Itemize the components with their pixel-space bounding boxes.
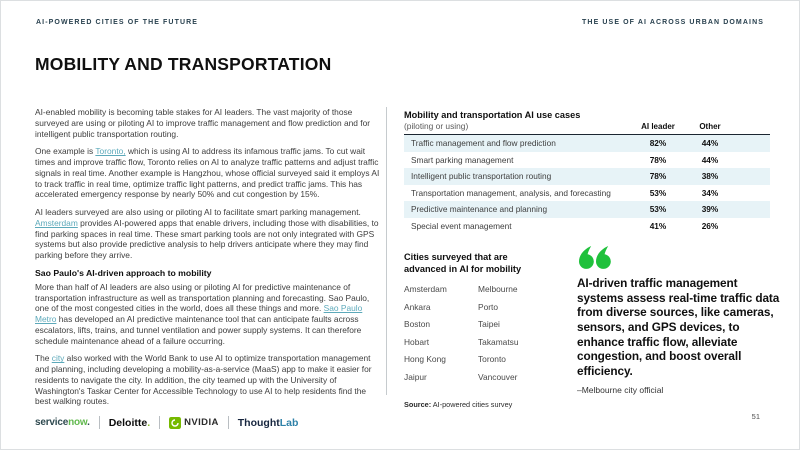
table-row bbox=[404, 135, 770, 152]
quote-text: AI-driven traffic management systems assess real-time traffic data from diverse sources, like cameras, sensors, and GPS devices, to enhance traffic flow, alleviate congestion, and boost overall efficiency. bbox=[577, 276, 780, 378]
cities-list bbox=[404, 284, 574, 390]
use-case-label: Predictive maintenance and planning bbox=[411, 204, 548, 215]
city-item: Toronto bbox=[478, 354, 506, 365]
ai-leader-value: 53% bbox=[649, 187, 667, 198]
toronto-link[interactable]: Toronto, bbox=[95, 146, 126, 157]
ai-leader-value: 78% bbox=[649, 171, 667, 182]
other-value: 34% bbox=[701, 187, 719, 198]
paragraph-parking: AI leaders surveyed are also using or piloting AI to facilitate smart parking management. Amsterdam provides AI-powered apps that enable drivers, including those with disabilities, to find parking spaces in real time. These smart parking tools are not only integrated with GPS systems but also provide predictive analysis to help drivers anticipate where they may find parking before they arrive. bbox=[35, 207, 379, 260]
cities-column-1 bbox=[404, 284, 478, 390]
logo-separator bbox=[159, 416, 160, 429]
paragraph-world-bank: The city also worked with the World Bank to use AI to optimize transportation management and planning, including developing a mobility-as-a-service (MaaS) app to make it easier for residents to navigate the city. In addition, the city teamed up with the University of Washington's Taskar Center for Accessible Technology to use AI to help residents find the best walking routes. bbox=[35, 353, 372, 407]
table-header-row bbox=[404, 121, 770, 135]
section-subheading: Sao Paulo's AI-driven approach to mobility bbox=[35, 267, 212, 278]
thoughtlab-logo: ThoughtLab bbox=[237, 416, 299, 429]
other-value: 26% bbox=[701, 220, 719, 231]
sao-paulo-metro-link[interactable]: Sao Paulo Metro bbox=[35, 303, 363, 325]
ai-leader-value: 41% bbox=[649, 220, 667, 231]
article-column bbox=[35, 107, 382, 414]
other-value: 38% bbox=[701, 171, 719, 182]
ai-leader-value: 78% bbox=[649, 154, 667, 165]
logo-separator bbox=[228, 416, 229, 429]
quote-attribution: –Melbourne city official bbox=[577, 385, 664, 396]
city-item: Porto bbox=[478, 301, 499, 312]
ai-leader-value: 82% bbox=[649, 138, 667, 149]
partner-logos bbox=[35, 416, 298, 429]
table-row bbox=[404, 152, 770, 169]
table-subtitle: (piloting or using) bbox=[404, 121, 469, 131]
column-header-other: Other bbox=[699, 122, 721, 131]
servicenow-logo: servicenow. bbox=[35, 417, 90, 428]
table-row bbox=[404, 218, 770, 235]
use-case-label: Special event management bbox=[411, 220, 512, 231]
deloitte-logo: Deloitte. bbox=[108, 416, 151, 429]
city-item: Jaipur bbox=[404, 371, 427, 382]
other-value: 44% bbox=[701, 154, 719, 165]
page-title: MOBILITY AND TRANSPORTATION bbox=[35, 54, 332, 74]
table-row bbox=[404, 201, 770, 218]
table-title: Mobility and transportation AI use cases bbox=[404, 110, 581, 120]
ai-leader-value: 53% bbox=[649, 204, 667, 215]
use-cases-table bbox=[404, 110, 770, 234]
cities-column-2 bbox=[478, 284, 519, 390]
nvidia-logo-icon bbox=[169, 417, 181, 429]
paragraph-toronto: One example is Toronto, which is using AI to address its infamous traffic jams. To cut wait times and improve traffic flow, Toronto relies on AI to analyze traffic patterns and adjust traffic signals in real time. Another example is Hangzhou, whose official surveyed said it employs AI to track traffic in real time, optimize traffic light patterns, and predict traffic jams. This has accelerated emergency response by nearly 50% and cut congestion by 15%. bbox=[35, 146, 380, 200]
city-item: Amsterdam bbox=[404, 284, 447, 294]
table-row bbox=[404, 185, 770, 202]
paragraph-intro: AI-enabled mobility is becoming table stakes for AI leaders. The vast majority of those surveyed are using or piloting AI to improve traffic management and flow prediction and for intelligent public transportation routing. bbox=[35, 107, 371, 139]
header-left-label: AI-POWERED CITIES OF THE FUTURE bbox=[36, 19, 199, 26]
table-row bbox=[404, 168, 770, 185]
nvidia-logo: NVIDIA bbox=[169, 417, 219, 429]
amsterdam-link[interactable]: Amsterdam bbox=[35, 217, 78, 228]
city-item: Taipei bbox=[478, 319, 500, 330]
header-right-label: THE USE OF AI ACROSS URBAN DOMAINS bbox=[582, 19, 764, 26]
logo-separator bbox=[99, 416, 100, 429]
city-item: Hong Kong bbox=[404, 354, 446, 365]
page-header bbox=[36, 19, 764, 26]
column-header-ai-leader: AI leader bbox=[641, 122, 675, 131]
city-item: Melbourne bbox=[478, 284, 518, 294]
city-item: Vancouver bbox=[478, 371, 518, 382]
source-note: Source: AI-powered cities survey bbox=[404, 400, 513, 409]
pull-quote bbox=[577, 246, 781, 395]
other-value: 39% bbox=[701, 204, 719, 215]
use-case-label: Smart parking management bbox=[411, 154, 514, 165]
other-value: 44% bbox=[701, 138, 719, 149]
quote-icon bbox=[577, 246, 781, 271]
city-item: Boston bbox=[404, 319, 431, 330]
cities-surveyed-block bbox=[404, 252, 574, 390]
city-link[interactable]: city bbox=[51, 353, 65, 364]
use-case-label: Traffic management and flow prediction bbox=[411, 138, 556, 149]
cities-heading: Cities surveyed that are advanced in AI for mobility bbox=[404, 252, 522, 274]
paragraph-sao-paulo: More than half of AI leaders are also using or piloting AI for predictive maintenance of transportation infrastructure as well as transportation planning and forecasting. Sao Paulo, one of the most congested cities in the world, does all these things and more. Sao Paulo Metro has developed an AI predictive maintenance tool that can anticipate faults across escalators, lifts, trains, and tunnel ventilation and power supply systems. It can therefore schedule maintenance ahead of a failure occurring. bbox=[35, 281, 370, 346]
page-number: 51 bbox=[751, 412, 760, 421]
use-case-label: Intelligent public transportation routing bbox=[411, 171, 552, 182]
city-item: Takamatsu bbox=[478, 336, 519, 347]
city-item: Ankara bbox=[404, 301, 431, 312]
use-case-label: Transportation management, analysis, and forecasting bbox=[411, 187, 611, 198]
column-divider bbox=[386, 107, 387, 395]
city-item: Hobart bbox=[404, 336, 430, 347]
